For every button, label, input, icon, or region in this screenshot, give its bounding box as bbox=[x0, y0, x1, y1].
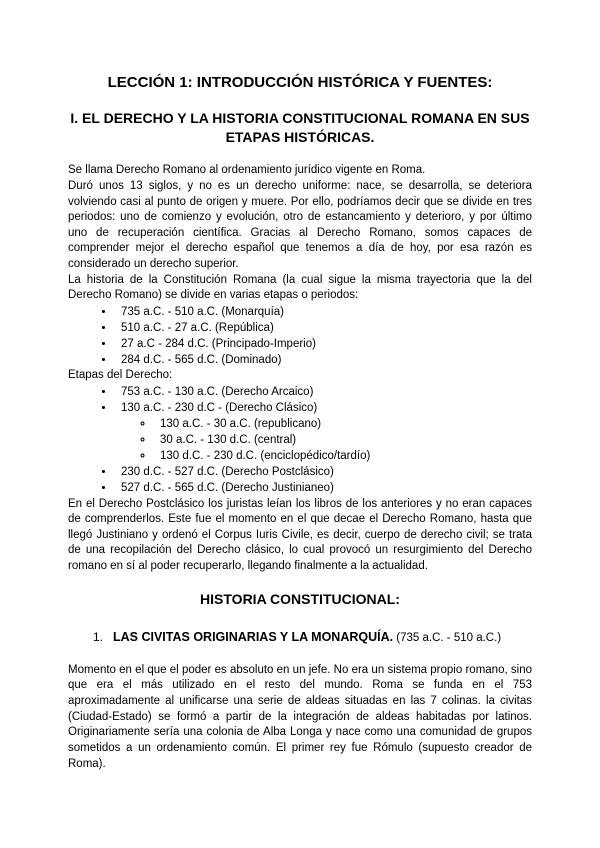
paragraph-monarquia: Momento en el que el poder es absoluto en un jefe. No era un sistema propio romano, sino que era el más utilizado en el resto del mundo. Roma se funda en el 753 aproximadamente al unificarse una serie de aldeas situadas en las 7 colinas. la civitas (Ciudad-Estado) se formó a partir de la integración de aldeas habitadas por latinos. Originariamente sería una colonia de Alba Longa y nace como una comunidad de grupos sometidos a un ordenamiento común. El primer rey fue Rómulo (supuesto creador de Roma). bbox=[68, 663, 532, 770]
paragraph-intro: Se llama Derecho Romano al ordenamiento jurídico vigente en Roma. bbox=[68, 164, 426, 177]
item-dates: (735 a.C. - 510 a.C.) bbox=[393, 631, 502, 644]
paragraph-constitution-intro: La historia de la Constitución Romana (la cual sigue la misma trayectoria que la del Derecho Romano) se divide en varias etapas o periodos: bbox=[68, 273, 532, 302]
list-item-text: 284 d.C. - 565 d.C. (Dominado) bbox=[121, 354, 282, 367]
list-item-text: 510 a.C. - 27 a.C. (República) bbox=[121, 321, 274, 334]
sub-list-item bbox=[154, 416, 532, 432]
list-item bbox=[115, 336, 532, 352]
list-item-text: 27 a.C - 284 d.C. (Principado-Imperio) bbox=[121, 338, 316, 351]
sub-list-item bbox=[154, 432, 532, 448]
list-item-text: 230 d.C. - 527 d.C. (Derecho Postclásico) bbox=[121, 466, 334, 479]
list-item bbox=[115, 464, 532, 480]
page-title: LECCIÓN 1: INTRODUCCIÓN HISTÓRICA Y FUENTES: bbox=[107, 74, 493, 91]
law-stages-sublist bbox=[121, 416, 532, 464]
list-item bbox=[115, 352, 532, 368]
list-item-text: 130 d.C. - 230 d.C. (enciclopédico/tardío) bbox=[160, 450, 371, 463]
list-item bbox=[115, 304, 532, 320]
etapas-label: Etapas del Derecho: bbox=[68, 369, 173, 382]
item-title: LAS CIVITAS ORIGINARIAS Y LA MONARQUÍA. bbox=[113, 629, 394, 644]
list-item bbox=[115, 480, 532, 496]
numbered-item-civitas bbox=[68, 629, 532, 646]
sub-list-item bbox=[154, 448, 532, 464]
list-item bbox=[115, 320, 532, 336]
section-heading: I. EL DERECHO Y LA HISTORIA CONSTITUCIONAL ROMANA EN SUS ETAPAS HISTÓRICAS. bbox=[70, 109, 530, 146]
list-item-text: 130 a.C. - 30 a.C. (republicano) bbox=[160, 418, 322, 431]
item-number: 1. bbox=[93, 629, 104, 644]
list-item-text: 130 a.C. - 230 d.C - (Derecho Clásico) bbox=[121, 401, 318, 414]
law-stages-list bbox=[68, 384, 532, 497]
paragraph-postclasico: En el Derecho Postclásico los juristas leían los libros de los anteriores y no eran capaces de comprenderlos. Este fue el momento en el que decae el Derecho Romano, hasta que llegó Justiniano y ordenó el Corpus Iuris Civile, es decir, cuerpo de derecho civil; se trata de una recopilación del Derecho clásico, lo cual provocó un resurgimiento del Derecho romano en sí al poder recuperarlo, llegando finalmente a la actualidad. bbox=[68, 497, 532, 573]
list-item-text: 527 d.C. - 565 d.C. (Derecho Justinianeo) bbox=[121, 482, 334, 495]
list-item-text: 30 a.C. - 130 d.C. (central) bbox=[160, 434, 297, 447]
list-item bbox=[115, 384, 532, 400]
list-item bbox=[115, 400, 532, 464]
historia-constitucional-heading: HISTORIA CONSTITUCIONAL: bbox=[200, 590, 400, 607]
list-item-text: 735 a.C. - 510 a.C. (Monarquía) bbox=[121, 305, 284, 318]
list-item-text: 753 a.C. - 130 a.C. (Derecho Arcaico) bbox=[121, 385, 314, 398]
paragraph-duration: Duró unos 13 siglos, y no es un derecho uniforme: nace, se desarrolla, se deteriora volviendo casi al punto de origen y muere. Por ello, podríamos decir que se divide en tres periodos: uno de comienzo y evolución, otro de estancamiento y deterioro, y por último uno de recuperación científica. Gracias al Derecho Romano, somos capaces de comprender mejor el derecho español que tenemos a día de hoy, por esa razón es considerado un derecho superior. bbox=[68, 179, 532, 270]
constitution-periods-list bbox=[68, 304, 532, 368]
